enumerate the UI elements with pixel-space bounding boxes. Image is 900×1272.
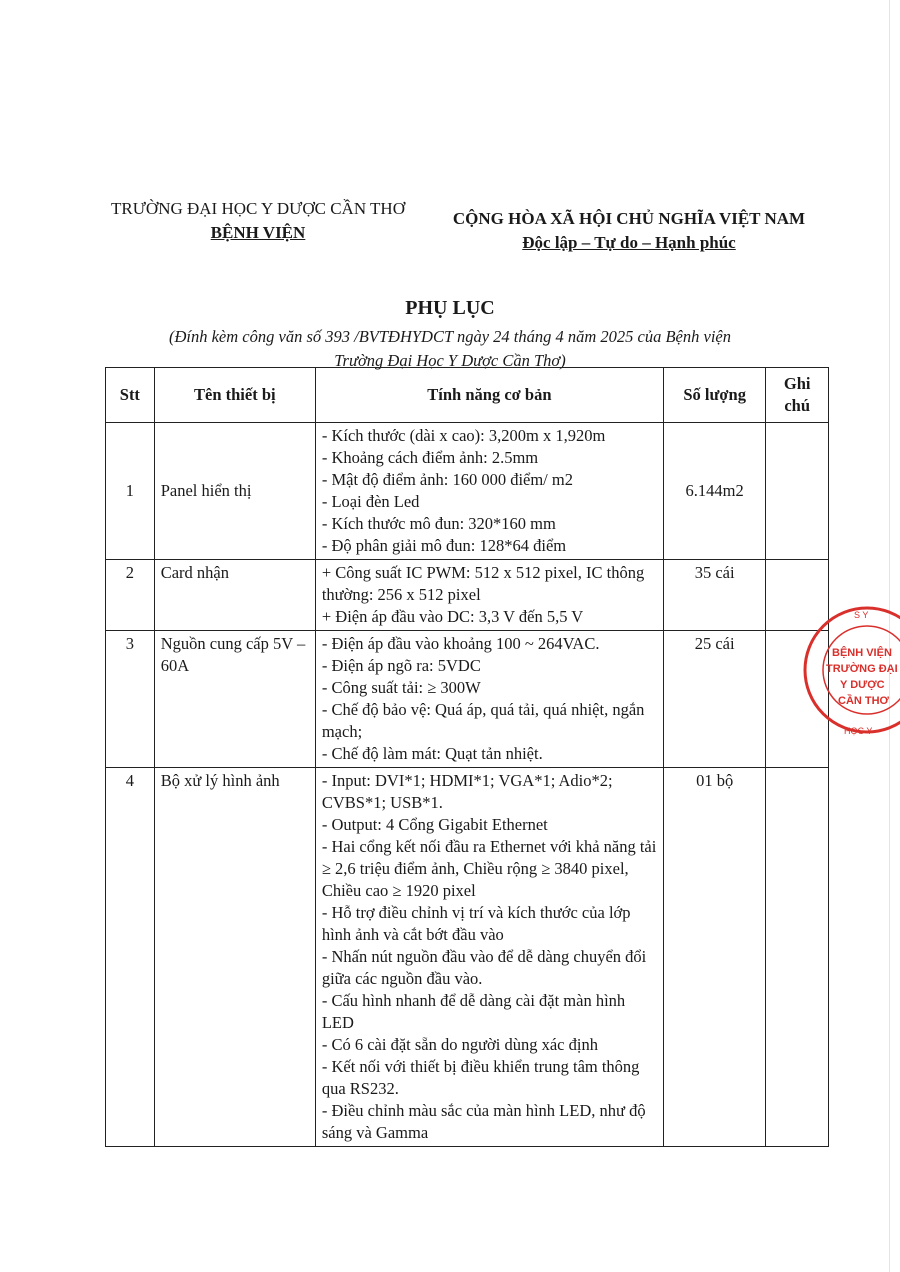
feature-line: - Cấu hình nhanh để dễ dàng cài đặt màn hình LED [321, 991, 626, 1032]
org-name: TRƯỜNG ĐẠI HỌC Y DƯỢC CẦN THƠ [111, 199, 405, 218]
header-quantity: Số lượng [663, 368, 765, 423]
feature-line: + Công suất IC PWM: 512 x 512 pixel, IC thông thường: 256 x 512 pixel [321, 563, 645, 604]
seal-ring-text-top: S Y [854, 610, 869, 620]
table-row [106, 768, 829, 1147]
header-stt: Stt [106, 368, 155, 423]
row-name: Panel hiển thị [154, 423, 315, 560]
row-stt: 2 [106, 560, 155, 631]
organization-header [108, 197, 408, 245]
feature-line: - Loại đèn Led [321, 492, 420, 511]
national-header [440, 207, 818, 255]
nation-name: CỘNG HÒA XÃ HỘI CHỦ NGHĨA VIỆT NAM [452, 209, 806, 228]
row-quantity: 6.144m2 [663, 423, 765, 560]
seal-text-top: BỆNH VIỆN [832, 647, 892, 659]
subtitle-line-2: Trường Đại Học Y Dược Cần Thơ) [334, 351, 566, 370]
feature-line: - Hai cổng kết nối đầu ra Ethernet với khả năng tải ≥ 2,6 triệu điểm ảnh, Chiều rộng ≥ 3840 pixel, Chiều cao ≥ 1920 pixel [321, 837, 657, 900]
feature-line: - Có 6 cài đặt sẵn do người dùng xác định [321, 1035, 598, 1054]
header-note: Ghi chú [766, 368, 829, 423]
seal-text-mid2: Y DƯỢC [840, 679, 885, 691]
feature-line: - Nhấn nút nguồn đầu vào để dễ dàng chuyển đổi giữa các nguồn đầu vào. [321, 947, 647, 988]
header-features: Tính năng cơ bản [315, 368, 663, 423]
row-quantity: 25 cái [663, 631, 765, 768]
feature-line: - Khoảng cách điểm ảnh: 2.5mm [321, 448, 539, 467]
row-name: Card nhận [154, 560, 315, 631]
hospital-name: BỆNH VIỆN [210, 223, 306, 242]
feature-line: - Kết nối với thiết bị điều khiển trung tâm thông qua RS232. [321, 1057, 640, 1098]
feature-line: + Điện áp đầu vào DC: 3,3 V đến 5,5 V [321, 607, 584, 626]
document-subtitle [110, 325, 790, 373]
seal-graphic [792, 598, 900, 748]
feature-line: - Điều chỉnh màu sắc của màn hình LED, như độ sáng và Gamma [321, 1101, 646, 1142]
feature-line: - Input: DVI*1; HDMI*1; VGA*1; Adio*2; CVBS*1; USB*1. [321, 771, 613, 812]
feature-line: - Kích thước (dài x cao): 3,200m x 1,920m [321, 426, 606, 445]
feature-line: - Chế độ làm mát: Quạt tản nhiệt. [321, 744, 543, 763]
equipment-table [105, 367, 829, 1147]
row-note [766, 768, 829, 1147]
table-row [106, 631, 829, 768]
row-note [766, 423, 829, 560]
header-name: Tên thiết bị [154, 368, 315, 423]
feature-line: - Chế độ bảo vệ: Quá áp, quá tải, quá nhiệt, ngắn mạch; [321, 700, 645, 741]
feature-line: - Điện áp ngõ ra: 5VDC [321, 656, 481, 675]
seal-text-mid1: TRƯỜNG ĐẠI [826, 663, 898, 675]
row-quantity: 35 cái [663, 560, 765, 631]
row-features [315, 560, 663, 631]
row-name: Bộ xử lý hình ảnh [154, 768, 315, 1147]
row-features [315, 631, 663, 768]
document-title: PHỤ LỤC [405, 297, 495, 319]
subtitle-line-1: (Đính kèm công văn số 393 /BVTĐHYDCT ngày 24 tháng 4 năm 2025 của Bệnh viện [168, 327, 731, 346]
feature-line: - Hỗ trợ điều chỉnh vị trí và kích thước của lớp hình ảnh và cắt bớt đầu vào [321, 903, 631, 944]
seal-text-mid3: CẦN THƠ [838, 695, 889, 707]
row-features [315, 768, 663, 1147]
table-header-row [106, 368, 829, 423]
feature-line: - Kích thước mô đun: 320*160 mm [321, 514, 556, 533]
row-stt: 1 [106, 423, 155, 560]
row-stt: 4 [106, 768, 155, 1147]
row-name: Nguồn cung cấp 5V – 60A [154, 631, 315, 768]
row-features [315, 423, 663, 560]
feature-line: - Công suất tải: ≥ 300W [321, 678, 481, 697]
national-motto: Độc lập – Tự do – Hạnh phúc [522, 233, 736, 252]
table-row [106, 423, 829, 560]
row-stt: 3 [106, 631, 155, 768]
row-quantity: 01 bộ [663, 768, 765, 1147]
feature-line: - Mật độ điểm ảnh: 160 000 điểm/ m2 [321, 470, 573, 489]
table-row [106, 560, 829, 631]
feature-line: - Output: 4 Cổng Gigabit Ethernet [321, 815, 548, 834]
seal-ring-text: HỌC Y [844, 726, 873, 736]
feature-line: - Điện áp đầu vào khoảng 100 ~ 264VAC. [321, 634, 600, 653]
feature-line: - Độ phân giải mô đun: 128*64 điểm [321, 536, 567, 555]
official-seal [792, 598, 900, 748]
